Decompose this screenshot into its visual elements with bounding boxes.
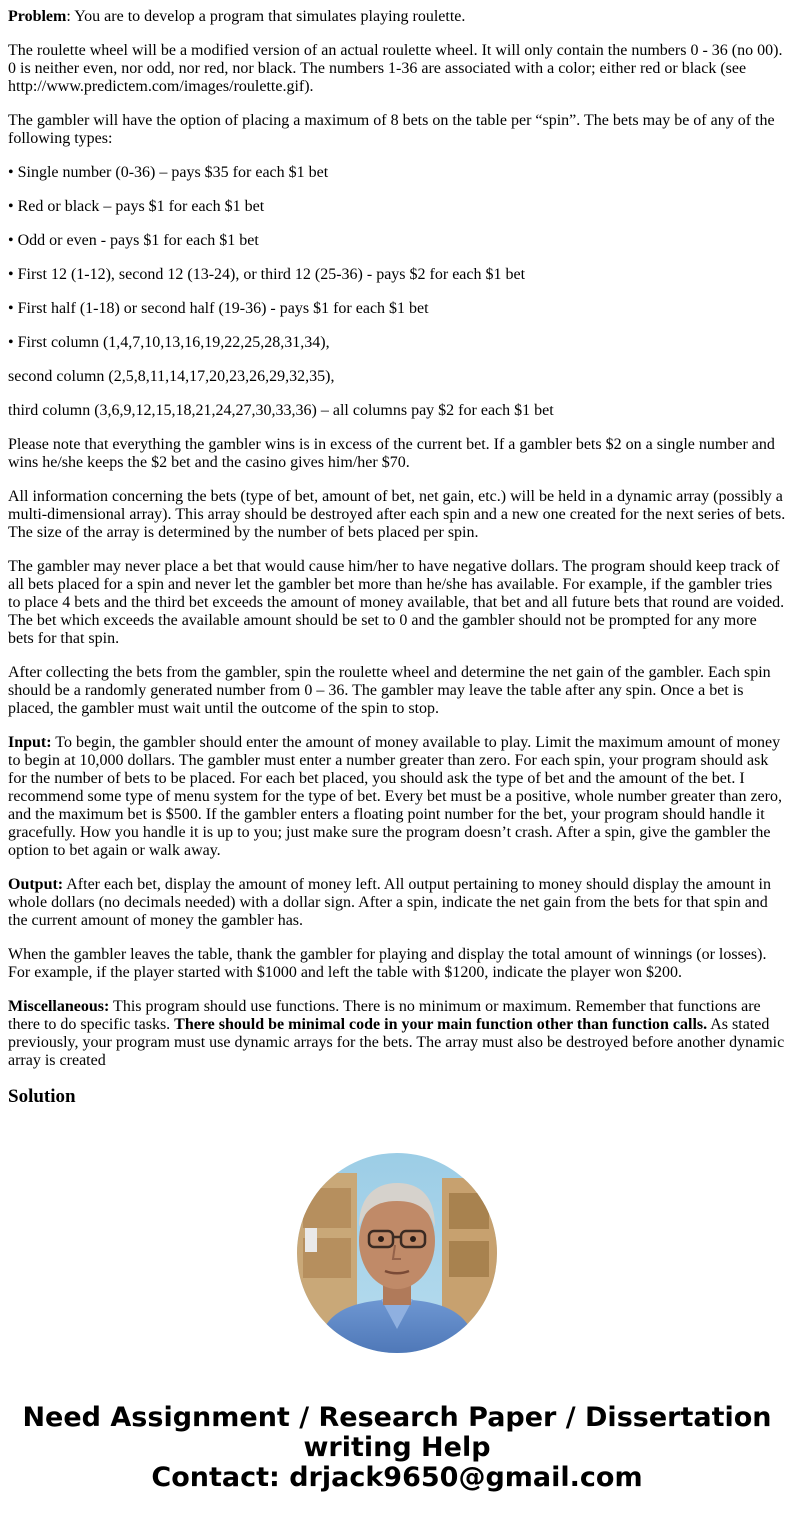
input-paragraph — [8, 734, 786, 860]
misc-paragraph — [8, 998, 786, 1070]
array-paragraph: All information concerning the bets (type of bet, amount of bet, net gain, etc.) will be held in a dynamic array (possibly a multi-dimensional array). This array should be destroyed after each spin and a new one created for the next series of bets. The size of the array is determined by the number of bets placed per spin. — [8, 488, 786, 541]
input-text: To begin, the gambler should enter the amount of money available to play. Limit the maximum amount of money to begin at 10,000 dollars. The gambler must enter a number greater than zero. For each spin, your program should ask for the number of bets to be placed. For each bet placed, you should ask the type of bet and the amount of the bet. I recommend some type of menu system for the type of bet. Every bet must be a positive, whole number greater than zero, and the maximum bet is $500. If the gambler enters a floating point number for the bet, your program should handle it gracefully. How you handle it is up to you; just make sure the program doesn’t crash. After a spin, give the gambler the option to bet again or walk away. — [8, 734, 782, 859]
bet-column-2-item: second column (2,5,8,11,14,17,20,23,26,29,32,35), — [8, 368, 335, 385]
spin-paragraph: After collecting the bets from the gambler, spin the roulette wheel and determine the net gain of the gambler. Each spin should be a randomly generated number from 0 – 36. The gambler may leave the table after any spin. Once a bet is placed, the gambler must wait until the outcome of the spin to stop. — [8, 664, 771, 717]
problem-text: : You are to develop a program that simulates playing roulette. — [66, 8, 466, 25]
misc-text-1: This program should use functions. There is no minimum or maximum. Remember that functions are there to do specific tasks. — [8, 998, 761, 1033]
problem-label: Problem — [8, 8, 67, 25]
footer-line-1: Need Assignment / Research Paper / Dissertation — [22, 1402, 772, 1433]
bet-column-3-item: third column (3,6,9,12,15,18,21,24,27,30,33,36) – all columns pay $2 for each $1 bet — [8, 402, 554, 419]
wheel-paragraph: The roulette wheel will be a modified version of an actual roulette wheel. It will only contain the numbers 0 - 36 (no 00). 0 is neither even, nor odd, nor red, nor black. The numbers 1-36 are associated with a color; either red or black (see http://www.predictem.com/images/roulette.gif). — [8, 42, 783, 95]
negative-paragraph: The gambler may never place a bet that would cause him/her to have negative dollars. The program should keep track of all bets placed for a spin and never let the gambler bet more than he/she has available. For example, if the gambler tries to place 4 bets and the third bet exceeds the amount of money available, that bet and all future bets that round are voided. The bet which exceeds the available amount should be set to 0 and the gambler should not be prompted for any more bets for that spin. — [8, 558, 785, 647]
output-text: After each bet, display the amount of money left. All output pertaining to money should display the amount in whole dollars (no decimals needed) with a dollar sign. After a spin, indicate the net gain from the bets for that spin and the current amount of money the gambler has. — [8, 876, 771, 929]
misc-text-2: As stated previously, your program must use dynamic arrays for the bets. The array must also be destroyed before another dynamic array is created — [8, 1016, 785, 1069]
avatar — [297, 1153, 497, 1353]
misc-label: Miscellaneous: — [8, 998, 110, 1015]
solution-heading: Solution — [8, 1086, 76, 1107]
input-label: Input: — [8, 734, 52, 751]
footer-banner — [0, 1403, 794, 1493]
bet-color-item: • Red or black – pays $1 for each $1 bet — [8, 198, 265, 215]
problem-paragraph — [8, 8, 786, 26]
person-photo-icon — [297, 1153, 497, 1353]
bet-column-1-item: • First column (1,4,7,10,13,16,19,22,25,28,31,34), — [8, 334, 330, 351]
bet-single-item: • Single number (0-36) – pays $35 for each $1 bet — [8, 164, 329, 181]
bet-half-item: • First half (1-18) or second half (19-36) - pays $1 for each $1 bet — [8, 300, 429, 317]
options-paragraph: The gambler will have the option of placing a maximum of 8 bets on the table per “spin”. The bets may be of any of the following types: — [8, 112, 775, 147]
output-label: Output: — [8, 876, 64, 893]
footer-line-2: writing Help — [303, 1432, 491, 1463]
bet-dozen-item: • First 12 (1-12), second 12 (13-24), or third 12 (25-36) - pays $2 for each $1 bet — [8, 266, 526, 283]
bet-parity-item: • Odd or even - pays $1 for each $1 bet — [8, 232, 259, 249]
note-paragraph: Please note that everything the gambler wins is in excess of the current bet. If a gambler bets $2 on a single number and wins he/she keeps the $2 bet and the casino gives him/her $70. — [8, 436, 775, 471]
footer-contact: Contact: drjack9650@gmail.com — [151, 1462, 643, 1493]
output-paragraph — [8, 876, 786, 930]
leave-paragraph: When the gambler leaves the table, thank the gambler for playing and display the total amount of winnings (or losses). For example, if the player started with $1000 and left the table with $1200, indicate the player won $200. — [8, 946, 767, 981]
problem-document — [8, 8, 786, 1108]
misc-bold-text: There should be minimal code in your main function other than function calls. — [174, 1016, 708, 1033]
